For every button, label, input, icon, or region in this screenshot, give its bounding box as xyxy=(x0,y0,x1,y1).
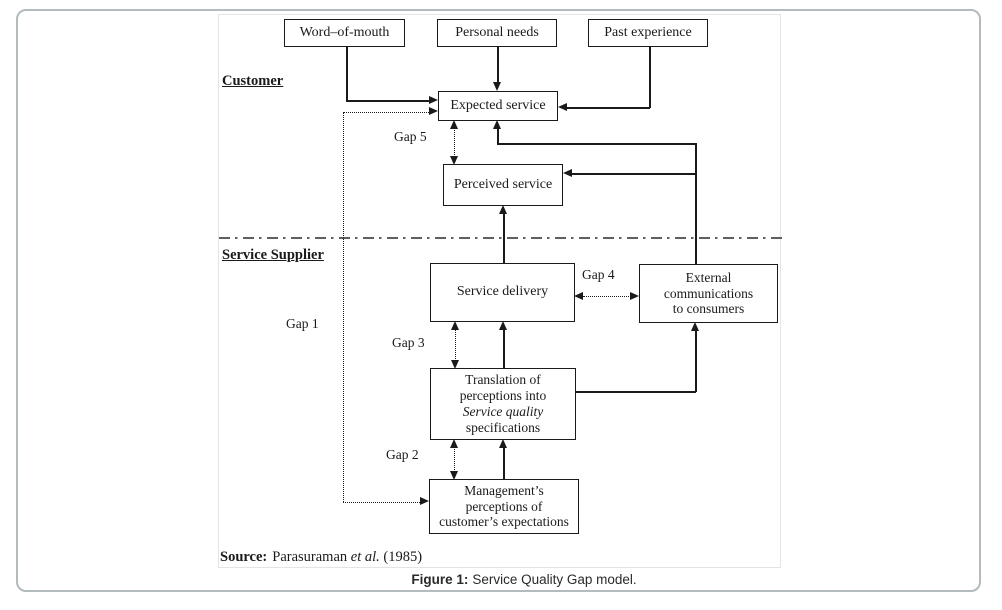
source-author: Parasuraman xyxy=(272,549,348,565)
gap3-label: Gap 3 xyxy=(392,335,425,350)
source-year: (1985) xyxy=(383,549,423,565)
line-extcomm-to-expected-h xyxy=(497,143,696,145)
gap1-dotted-top xyxy=(343,112,429,113)
source-line xyxy=(220,549,422,566)
line-extcomm-to-perceived xyxy=(571,173,696,175)
gap1-label: Gap 1 xyxy=(286,316,319,331)
line-management-to-translation xyxy=(503,448,505,479)
management-line1: Management’s xyxy=(464,482,544,498)
gap4-arrowhead-right xyxy=(630,292,639,300)
expected-service-label: Expected service xyxy=(450,97,546,113)
arrowhead-into-perceived-right xyxy=(563,169,572,177)
personal-needs-label: Personal needs xyxy=(455,24,539,40)
line-extcomm-riser xyxy=(695,143,697,264)
gap1-dotted-bottom xyxy=(343,502,420,503)
external-comm-line1: External xyxy=(685,269,732,285)
arrowhead-into-extcomm-bottom xyxy=(691,322,699,331)
line-translation-to-extcomm-v xyxy=(695,331,697,392)
gap4-arrowhead-left xyxy=(574,292,583,300)
gap2-arrowhead-up xyxy=(450,439,458,448)
line-wom-down xyxy=(346,46,348,101)
past-experience-label: Past experience xyxy=(604,24,692,40)
gap1-arrowhead-expected xyxy=(429,107,438,115)
external-comm-line2: communications xyxy=(663,285,754,301)
past-experience-box xyxy=(588,19,708,47)
gap2-label: Gap 2 xyxy=(386,447,419,462)
gap5-dotted xyxy=(454,128,455,157)
service-delivery-box xyxy=(430,263,575,322)
arrowhead-into-translation-bottom xyxy=(499,439,507,448)
external-comm-line3: to consumers xyxy=(672,301,745,317)
gap2-dotted xyxy=(454,447,455,472)
gap3-arrowhead-up xyxy=(451,321,459,330)
service-delivery-label: Service delivery xyxy=(456,284,549,300)
translation-line3: Service quality xyxy=(462,404,544,419)
management-line2: perceptions of xyxy=(465,498,543,514)
source-etal: et al. xyxy=(350,549,380,565)
gap5-arrowhead-down xyxy=(450,156,458,165)
line-experience-down xyxy=(649,46,651,108)
source-label: Source: xyxy=(220,549,268,565)
arrowhead-into-expected-bottom xyxy=(493,120,501,129)
arrowhead-into-expected-top xyxy=(493,82,501,91)
line-translation-to-delivery xyxy=(503,330,505,368)
gap1-dotted-vertical xyxy=(343,112,344,502)
arrowhead-into-expected-left xyxy=(429,96,438,104)
figure-caption-label: Figure 1: xyxy=(411,572,469,587)
gap2-arrowhead-down xyxy=(450,471,458,480)
personal-needs-box xyxy=(437,19,557,47)
customer-section-label: Customer xyxy=(222,73,284,89)
arrowhead-into-expected-right xyxy=(558,103,567,111)
line-needs-down xyxy=(497,46,499,82)
figure-caption-text: Service Quality Gap model. xyxy=(472,572,637,587)
gap4-dotted xyxy=(583,296,631,297)
figure-caption xyxy=(0,572,1002,587)
gap3-arrowhead-down xyxy=(451,360,459,369)
line-translation-to-extcomm-h xyxy=(576,391,696,393)
management-perceptions-box xyxy=(429,479,579,534)
line-wom-right xyxy=(346,100,429,102)
customer-supplier-divider xyxy=(219,237,782,239)
line-experience-left xyxy=(567,107,650,109)
management-line3: customer’s expectations xyxy=(439,514,569,530)
translation-box xyxy=(430,368,576,440)
line-extcomm-to-expected-v xyxy=(497,128,499,144)
word-of-mouth-box xyxy=(284,19,405,47)
translation-line2: perceptions into xyxy=(459,388,547,404)
translation-line4: specifications xyxy=(465,419,541,435)
word-of-mouth-label: Word–of-mouth xyxy=(299,24,390,40)
gap5-label: Gap 5 xyxy=(394,129,427,144)
perceived-service-box xyxy=(443,164,563,206)
expected-service-box xyxy=(438,91,558,121)
line-delivery-to-perceived xyxy=(503,213,505,263)
gap5-arrowhead-up xyxy=(450,120,458,129)
gap-model-diagram xyxy=(218,14,781,568)
translation-line1: Translation of xyxy=(465,372,541,388)
gap3-dotted xyxy=(455,329,456,361)
perceived-service-label: Perceived service xyxy=(453,176,553,192)
external-communications-box xyxy=(639,264,778,323)
gap4-label: Gap 4 xyxy=(582,267,615,282)
arrowhead-into-delivery-bottom xyxy=(499,321,507,330)
gap1-arrowhead-management xyxy=(420,497,429,505)
service-supplier-section-label: Service Supplier xyxy=(222,247,324,263)
arrowhead-into-perceived-bottom xyxy=(499,205,507,214)
